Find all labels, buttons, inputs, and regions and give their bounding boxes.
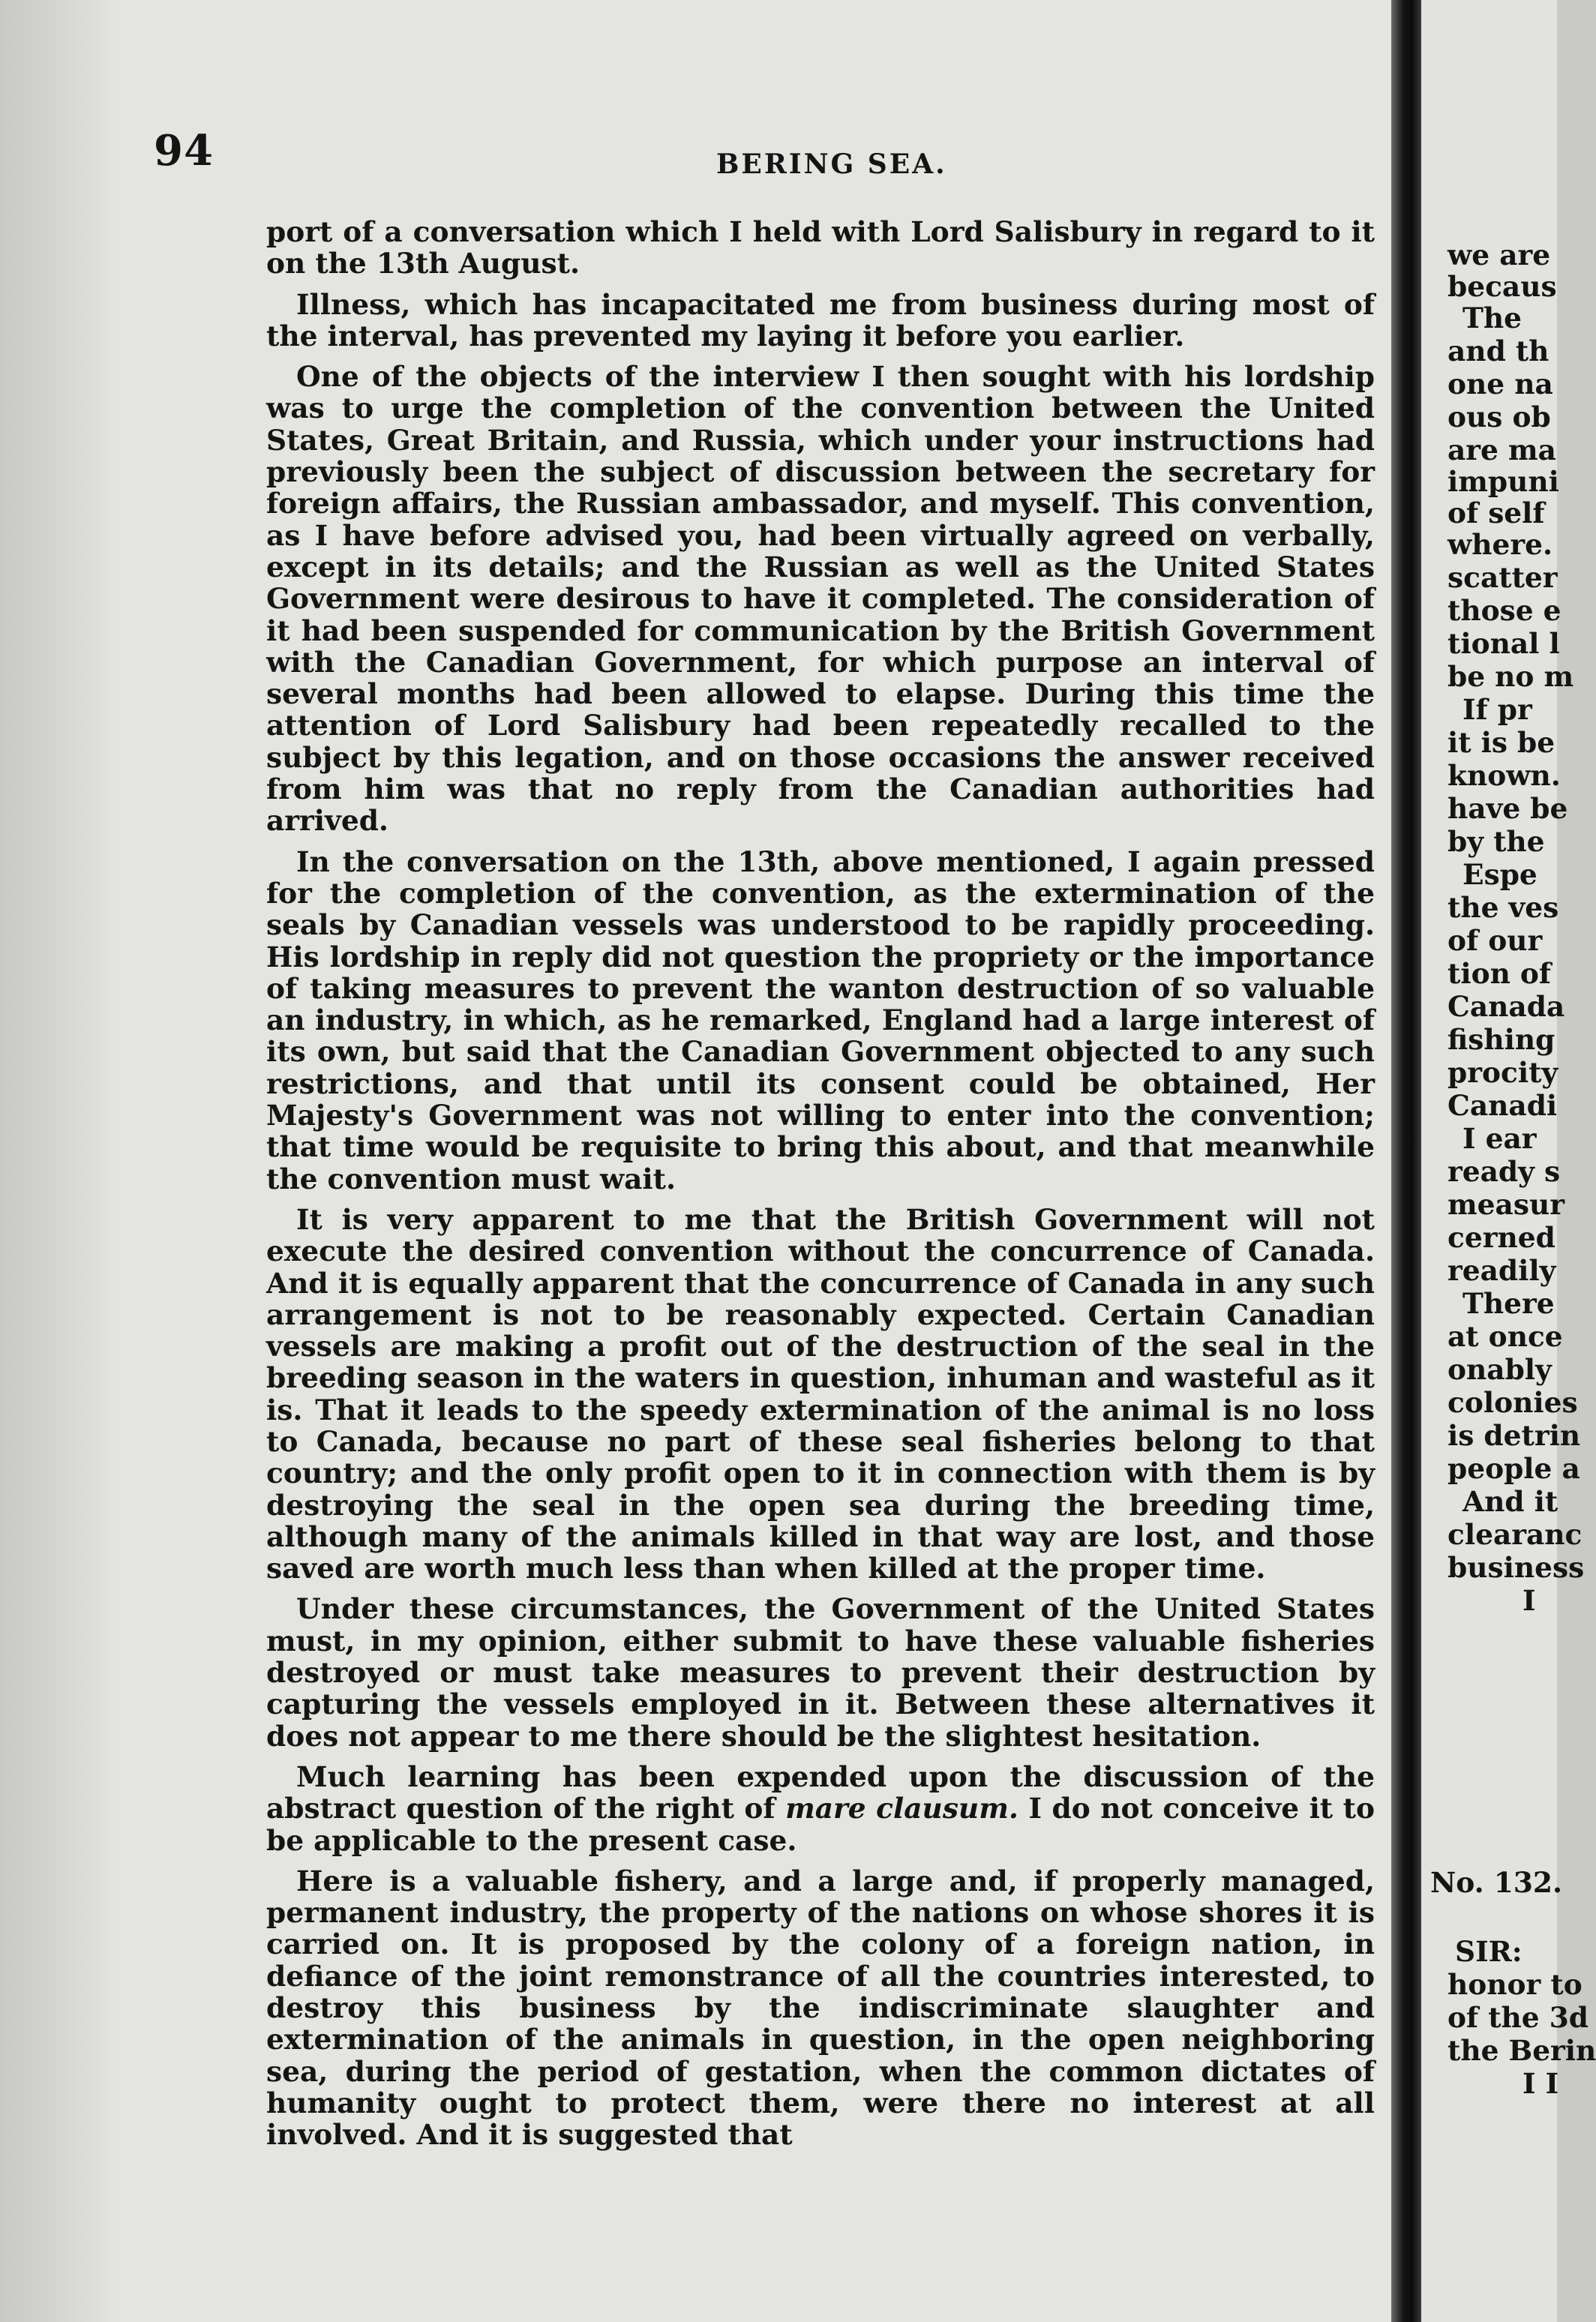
facing-line: be no m — [1448, 660, 1574, 693]
facing-line: I — [1522, 1584, 1536, 1617]
book-gutter — [1391, 0, 1421, 2322]
facing-line: readily — [1448, 1254, 1556, 1287]
facing-line: I I — [1522, 2067, 1559, 2100]
facing-line: tion of — [1448, 957, 1552, 990]
facing-line: by the — [1448, 825, 1545, 858]
scan-margin — [0, 0, 112, 2322]
facing-line: known. — [1448, 759, 1561, 792]
facing-line: honor to — [1448, 1968, 1582, 2001]
body-text — [266, 216, 1375, 2160]
facing-page-fragment — [1421, 0, 1596, 2322]
facing-line: ous ob — [1448, 400, 1551, 434]
paragraph: Under these circumstances, the Government of the United States must, in my opinion, either submit to have these valuable fisheries destroyed or must take measures to prevent their destruction by capturing the vessels employed in it. Between these alternatives it does not appear to me there should be the slightest hesitation. — [266, 1592, 1375, 1753]
paragraph: It is very apparent to me that the British Government will not execute the desired convention without the concurrence of Canada. And it is equally apparent that the concurrence of Canada in any such arrangement is not to be reasonably expected. Certain Canadian vessels are making a profit out of the destruction of the seal in the breeding season in the waters in question, inhuman and wasteful as it is. That it leads to the speedy extermination of the animal is no loss to Canada, because no part of these seal fisheries belong to that country; and the only profit open to it in connection with them is by destroying the seal in the open sea during the breeding time, although many of the animals killed in that way are lost, and those saved are worth much less than when killed at the proper time. — [266, 1202, 1375, 1586]
page-number: 94 — [154, 126, 214, 176]
running-head: BERING SEA. — [716, 148, 947, 180]
facing-line: at once — [1448, 1320, 1563, 1353]
paragraph: One of the objects of the interview I then sought with his lordship was to urge the completion of the convention between the United States, Great Britain, and Russia, which under your instructions had previously been the subject of discussion between the secretary for foreign affairs, the Russian ambassador, and myself. This convention, as I have before advised you, had been virtually agreed on verbally, except in its details; and the Russian as well as the United States Government were desirous to have it completed. The consideration of it had been suspended for communication by the British Government with the Canadian Government, for which purpose an interval of several months had been allowed to elapse. During this time the attention of Lord Salisbury had been repeatedly recalled to the subject by this legation, and on those occasions the answer received from him was that no reply from the Canadian authorities had arrived. — [266, 360, 1375, 838]
facing-line: those e — [1448, 594, 1562, 627]
facing-line: procity — [1448, 1056, 1558, 1089]
facing-line: where. — [1448, 528, 1553, 561]
facing-line: the Berin — [1448, 2034, 1596, 2067]
facing-line: fishing — [1448, 1023, 1556, 1056]
facing-line: If pr — [1462, 693, 1532, 726]
facing-line: of the 3d — [1448, 2001, 1589, 2034]
facing-line: Espe — [1462, 858, 1538, 891]
facing-line: Canada — [1448, 990, 1565, 1023]
paragraph: Here is a valuable fishery, and a large and, if properly managed, permanent industry, the property of the nations on whose shores it is carried on. It is proposed by the colony of a foreign nation, in defiance of the joint remonstrance of all the countries interested, to destroy this business by the indiscriminate slaughter and extermination of the animals in question, in the open neighboring sea, during the period of gestation, when the common dictates of humanity ought to protect them, were there no interest at all involved. And it is suggested that — [266, 1864, 1375, 2152]
facing-line: have be — [1448, 792, 1568, 825]
italic-term: mare clausum. — [785, 1792, 1018, 1826]
facing-line: tional l — [1448, 627, 1560, 660]
facing-line: clearanc — [1448, 1518, 1582, 1551]
facing-line: Canadi — [1448, 1089, 1558, 1122]
facing-line: scatter — [1448, 561, 1558, 594]
paragraph — [266, 1761, 1375, 1856]
facing-line: And it — [1462, 1485, 1558, 1518]
facing-line: we are — [1448, 238, 1551, 272]
facing-line: business — [1448, 1551, 1585, 1584]
facing-line: the ves — [1448, 891, 1559, 924]
facing-line: The — [1462, 302, 1522, 334]
facing-line: impuni — [1448, 465, 1559, 498]
facing-line: are ma — [1448, 434, 1556, 466]
text-run: Much learning has been expended upon the discussion of the abstract question of the right of — [266, 1760, 1375, 1826]
facing-line: becaus — [1448, 270, 1557, 303]
facing-line: ready s — [1448, 1155, 1561, 1188]
facing-line: SIR: — [1455, 1935, 1522, 1968]
facing-line: colonies — [1448, 1386, 1578, 1419]
facing-line: people a — [1448, 1452, 1580, 1485]
text-run: I do not conceive it to be applicable to the present case. — [266, 1792, 1375, 1857]
facing-line: I ear — [1462, 1122, 1537, 1155]
paragraph: Illness, which has incapacitated me from business during most of the interval, has prevented my laying it before you earlier. — [266, 287, 1375, 352]
paragraph: port of a conversation which I held with Lord Salisbury in regard to it on the 13th August. — [266, 215, 1375, 280]
facing-line: There — [1462, 1287, 1555, 1320]
facing-line: No. 132. — [1430, 1866, 1563, 1899]
facing-line: cerned — [1448, 1221, 1556, 1254]
facing-line: and th — [1448, 334, 1550, 368]
paragraph: In the conversation on the 13th, above mentioned, I again pressed for the completion of the convention, as the extermination of the seals by Canadian vessels was understood to be rapidly proceeding. His lordship in reply did not question the propriety or the importance of taking measures to prevent the wanton destruction of so valuable an industry, in which, as he remarked, England had a large interest of its own, but said that the Canadian Government objected to any such restrictions, and that until its consent could be obtained, Her Majesty's Government was not willing to enter into the convention; that time would be requisite to bring this about, and that meanwhile the convention must wait. — [266, 844, 1375, 1196]
facing-line: it is be — [1448, 726, 1556, 759]
facing-line: onably — [1448, 1353, 1552, 1386]
facing-line: one na — [1448, 368, 1553, 400]
facing-line: measur — [1448, 1188, 1564, 1221]
facing-line: is detrin — [1448, 1419, 1581, 1452]
facing-line: of our — [1448, 924, 1543, 957]
facing-line: of self — [1448, 496, 1545, 530]
